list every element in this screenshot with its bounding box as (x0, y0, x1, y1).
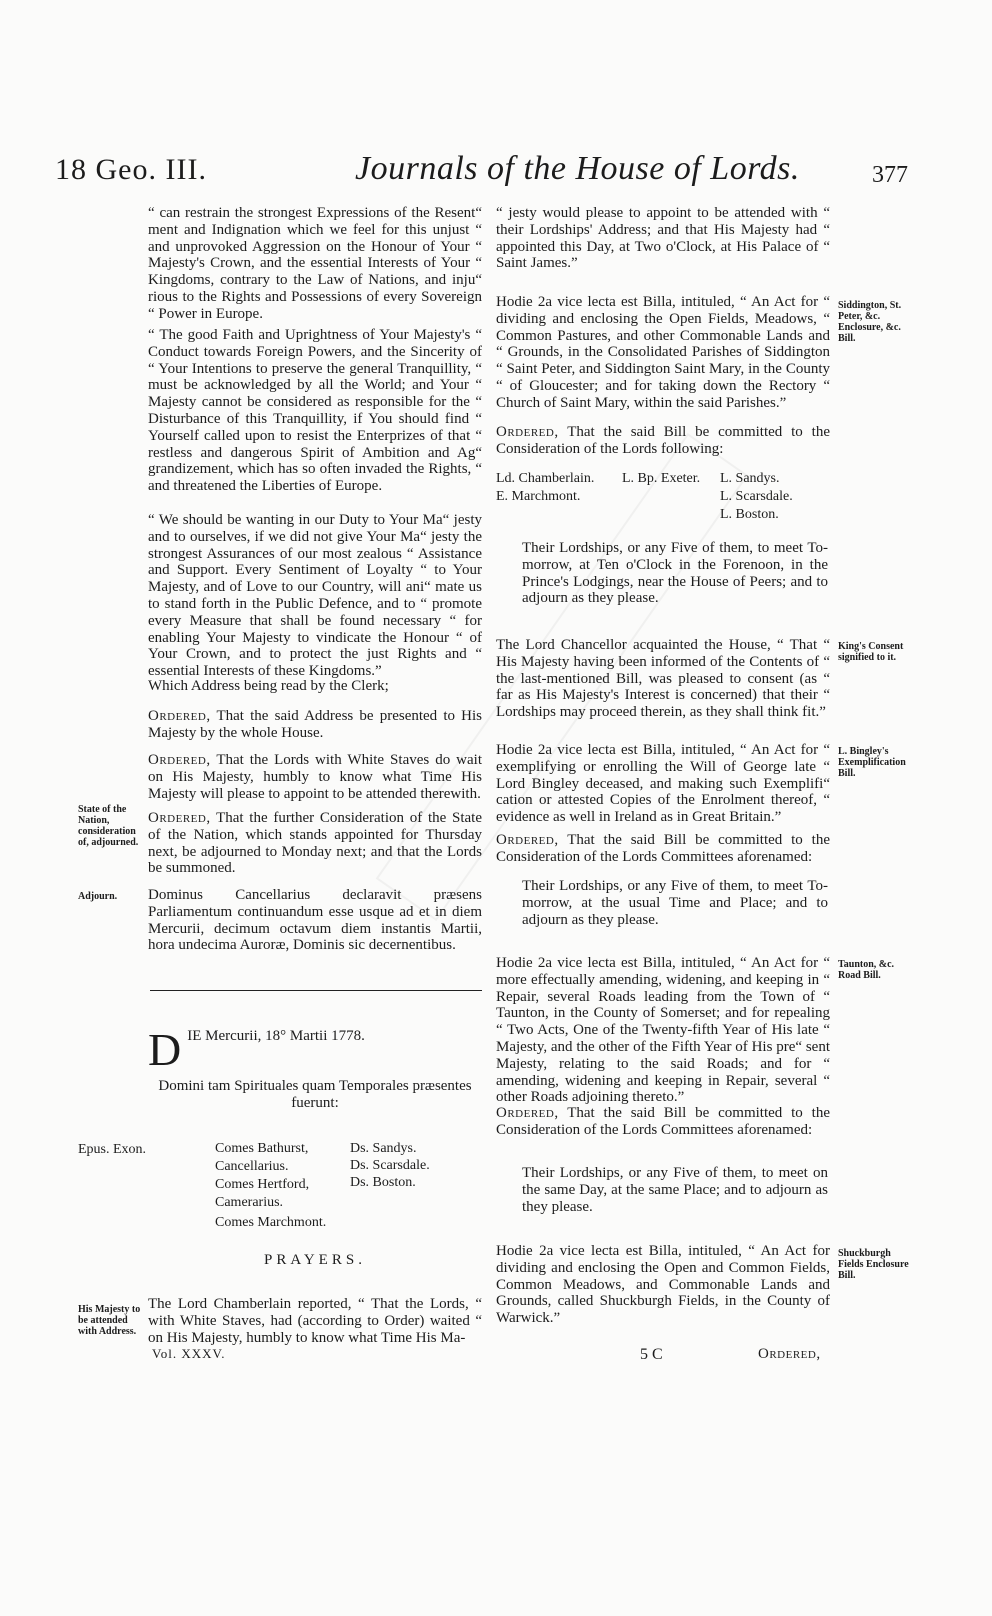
committee-col-1 (496, 470, 616, 506)
margin-note-his-majesty: His Majesty to be attended with Address. (78, 1304, 141, 1337)
comes-bathurst: Comes Bathurst, Cancellarius. (215, 1141, 309, 1174)
address-part-1: “ can restrain the strongest Expressions of the Resent“ ment and Indignation which we feel for this unjust “ and unprovoked Aggression on the Honour of Your “ Majesty's Crown, and the essential Interests of Your “ Kingdoms, contrary to the Law of Nations, and inju“ rious to the Rights and Possessions of every Sovereign “ Power in Europe. (148, 205, 482, 322)
read-by-clerk: Which Address being read by the Clerk; (148, 678, 389, 694)
ordered-label: Ordered, (148, 708, 211, 724)
domini-present: Domini tam Spirituales quam Temporales præsentes fuerunt: (158, 1078, 472, 1111)
adjournment-latin: Dominus Cancellarius declaravit præsens Parliamentum continuandum esse usque ad et in diem Mercurii, decimum octavum diem instantis Martii, hora undecima Auroræ, Dominis sic decernentibus. (148, 887, 482, 954)
order-state-of-nation (148, 810, 482, 877)
drop-cap: D (148, 1024, 182, 1075)
order-present-address (148, 708, 482, 742)
committee-member: L. Boston. (720, 507, 779, 522)
catchword: Ordered, (758, 1346, 821, 1362)
signature-mark: 5 C (640, 1346, 663, 1363)
committee-member: L. Scarsdale. (720, 489, 793, 504)
die-mercurii-heading (148, 1024, 482, 1075)
order-white-staves (148, 752, 482, 802)
section-divider (150, 990, 482, 991)
order-text: That the said Address be presented to His Majesty by the whole House. (148, 708, 482, 741)
order-committed-siddington (496, 424, 830, 458)
committee-member: E. Marchmont. (496, 489, 581, 504)
committee-col-3 (720, 470, 830, 524)
ds-sandys: Ds. Sandys. (350, 1141, 417, 1156)
order-text: That the further Consideration of the State of the Nation, which stands appointed for Thursday next, be adjourned to Monday next; and that the Lords be summoned. (148, 810, 483, 877)
meeting-instruction-1: Their Lordships, or any Five of them, to meet To-morrow, at Ten o'Clock in the Forenoon, in the Prince's Lodgings, near the House of Peers; and to adjourn as they please. (522, 540, 828, 607)
committee-member: Ld. Chamberlain. (496, 471, 595, 486)
chamberlain-report: The Lord Chamberlain reported, “ That the Lords, “ with White Staves, had (according to Order) waited “ on His Majesty, humbly to know what Time His Ma- (148, 1296, 482, 1346)
volume-label: Vol. XXXV. (152, 1346, 226, 1361)
taunton-bill: Hodie 2a vice lecta est Billa, intituled, “ An Act for “ more effectually amending, widening, and keeping in “ Repair, several Roads leading from the Town of “ Taunton, in the County of Somerset; and for repealing “ Two Acts, One of the Twenty-fifth Year of His late “ Majesty, and the other of the Fifth Year of His pre“ sent Majesty, relating to the said Roads; and for “ amending, widening and keeping in Repair, several “ other Roads adjoining thereto.” (496, 955, 830, 1106)
margin-note-adjourn: Adjourn. (78, 891, 118, 902)
order-text: That the said Bill be committed to the Consideration of the Lords Committees aforenamed: (496, 1105, 830, 1138)
comes-hertford: Comes Hertford, Camerarius. (215, 1177, 310, 1210)
margin-note-bingley: L. Bingley's Exemplification Bill. (838, 746, 906, 779)
ordered-label: Ordered, (148, 810, 211, 826)
ordered-label: Ordered, (148, 752, 211, 768)
shuckburgh-bill: Hodie 2a vice lecta est Billa, intituled, “ An Act for dividing and enclosing the Open and Common Fields, Common Meadows, and Commonable Lands and Grounds, called Shuckburgh Fields, in the County of Warwick.” (496, 1243, 830, 1327)
committee-member: L. Bp. Exeter. (622, 471, 701, 486)
reign-header: 18 Geo. III. (55, 153, 207, 186)
order-text: That the said Bill be committed to the Consideration of the Lords following: (496, 424, 830, 457)
meeting-instruction-2: Their Lordships, or any Five of them, to meet To-morrow, at the usual Time and Place; and to adjourn as they please. (522, 878, 828, 928)
die-date: IE Mercurii, 18° Martii 1778. (187, 1028, 365, 1044)
kings-consent-text: The Lord Chancellor acquainted the House, “ That “ His Majesty having been informed of the Contents of “ the last-mentioned Bill, was pleased to consent (as “ far as His Majesty's Interest is concerned) that their “ Lordships may proceed therein, as they shall think fit.” (496, 637, 830, 721)
order-committed-taunton (496, 1105, 830, 1139)
comes-marchmont: Comes Marchmont. (215, 1215, 327, 1230)
ds-boston: Ds. Boston. (350, 1175, 416, 1190)
journal-title: Journals of the House of Lords. (355, 150, 800, 187)
margin-note-state-of-nation: State of the Nation, consideration of, adjourned. (78, 804, 139, 848)
order-text: That the Lords with White Staves do wait on His Majesty, humbly to know what Time His Majesty will please to appoint to be attended therewith. (148, 752, 483, 802)
chamberlain-report-continued: “ jesty would please to appoint to be attended with “ their Lordships' Address; and that His Majesty had “ appointed this Day, at Two o'Clock, at His Palace of “ Saint James.” (496, 205, 830, 272)
page-number: 377 (872, 162, 908, 188)
margin-note-kings-consent: King's Consent signified to it. (838, 641, 904, 663)
meeting-instruction-3: Their Lordships, or any Five of them, to meet on the same Day, at the same Place; and to adjourn as they please. (522, 1165, 828, 1215)
ordered-label: Ordered, (496, 424, 559, 440)
committee-col-2 (622, 470, 712, 488)
prayers-heading: PRAYERS. (264, 1252, 366, 1268)
address-part-3: “ We should be wanting in our Duty to Your Ma“ jesty and to ourselves, if we did not give Your Ma“ jesty the strongest Assurances of our most zealous “ Assistance and Support. Every Sentiment of Loyalty “ to Your Majesty, and of Love to our Country, will ani“ mate us to stand forth in the Public Defence, and to “ promote every Measure that shall be found necessary “ for enabling Your Majesty to vindicate the Honour “ of Your Crown, and to protect the just Rights and “ essential Interests of these Kingdoms.” (148, 512, 482, 680)
bingley-bill: Hodie 2a vice lecta est Billa, intituled, “ An Act for “ exemplifying or enrolling the Will of George late “ Lord Bingley deceased, and making such Exemplifi“ cation or attested Copies of the Enrolment thereof, “ evidence as well in Ireland as in Great Britain.” (496, 742, 830, 826)
epus-exon: Epus. Exon. (78, 1142, 147, 1157)
order-committed-bingley (496, 832, 830, 866)
margin-note-shuckburgh: Shuckburgh Fields Enclosure Bill. (838, 1248, 909, 1281)
siddington-bill: Hodie 2a vice lecta est Billa, intituled, “ An Act for “ dividing and enclosing the Open Fields, Meadows, “ Common Pastures, and other Commonable Lands and “ Grounds, in the Consolidated Parishes of Siddington “ Saint Peter, and Siddington Saint Mary, in the County “ of Gloucester; and for taking down the Rectory “ Church of Saint Mary, within the said Parishes.” (496, 294, 830, 411)
order-text: That the said Bill be committed to the Consideration of the Lords Committees aforenamed: (496, 832, 830, 865)
committee-member: L. Sandys. (720, 471, 780, 486)
address-part-2: “ The good Faith and Uprightness of Your Majesty's “ Conduct towards Foreign Powers, and the Sincerity of “ Your Intentions to preserve the general Tranquillity, “ must be acknowledged by all the World; and Your “ Majesty cannot be considered as responsible for the “ Disturbance of this Tranquillity, if You should find “ Yourself called upon to resist the Enterprizes of that “ restless and dangerous Spirit of Ambition and Ag“ grandizement, which has so often invaded the Rights, “ and threatened the Liberties of Europe. (148, 327, 482, 495)
ds-scarsdale: Ds. Scarsdale. (350, 1158, 430, 1173)
margin-note-taunton: Taunton, &c. Road Bill. (838, 959, 895, 981)
ordered-label: Ordered, (496, 1105, 559, 1121)
ordered-label: Ordered, (496, 832, 559, 848)
margin-note-siddington: Siddington, St. Peter, &c. Enclosure, &c. Bill. (838, 300, 902, 344)
